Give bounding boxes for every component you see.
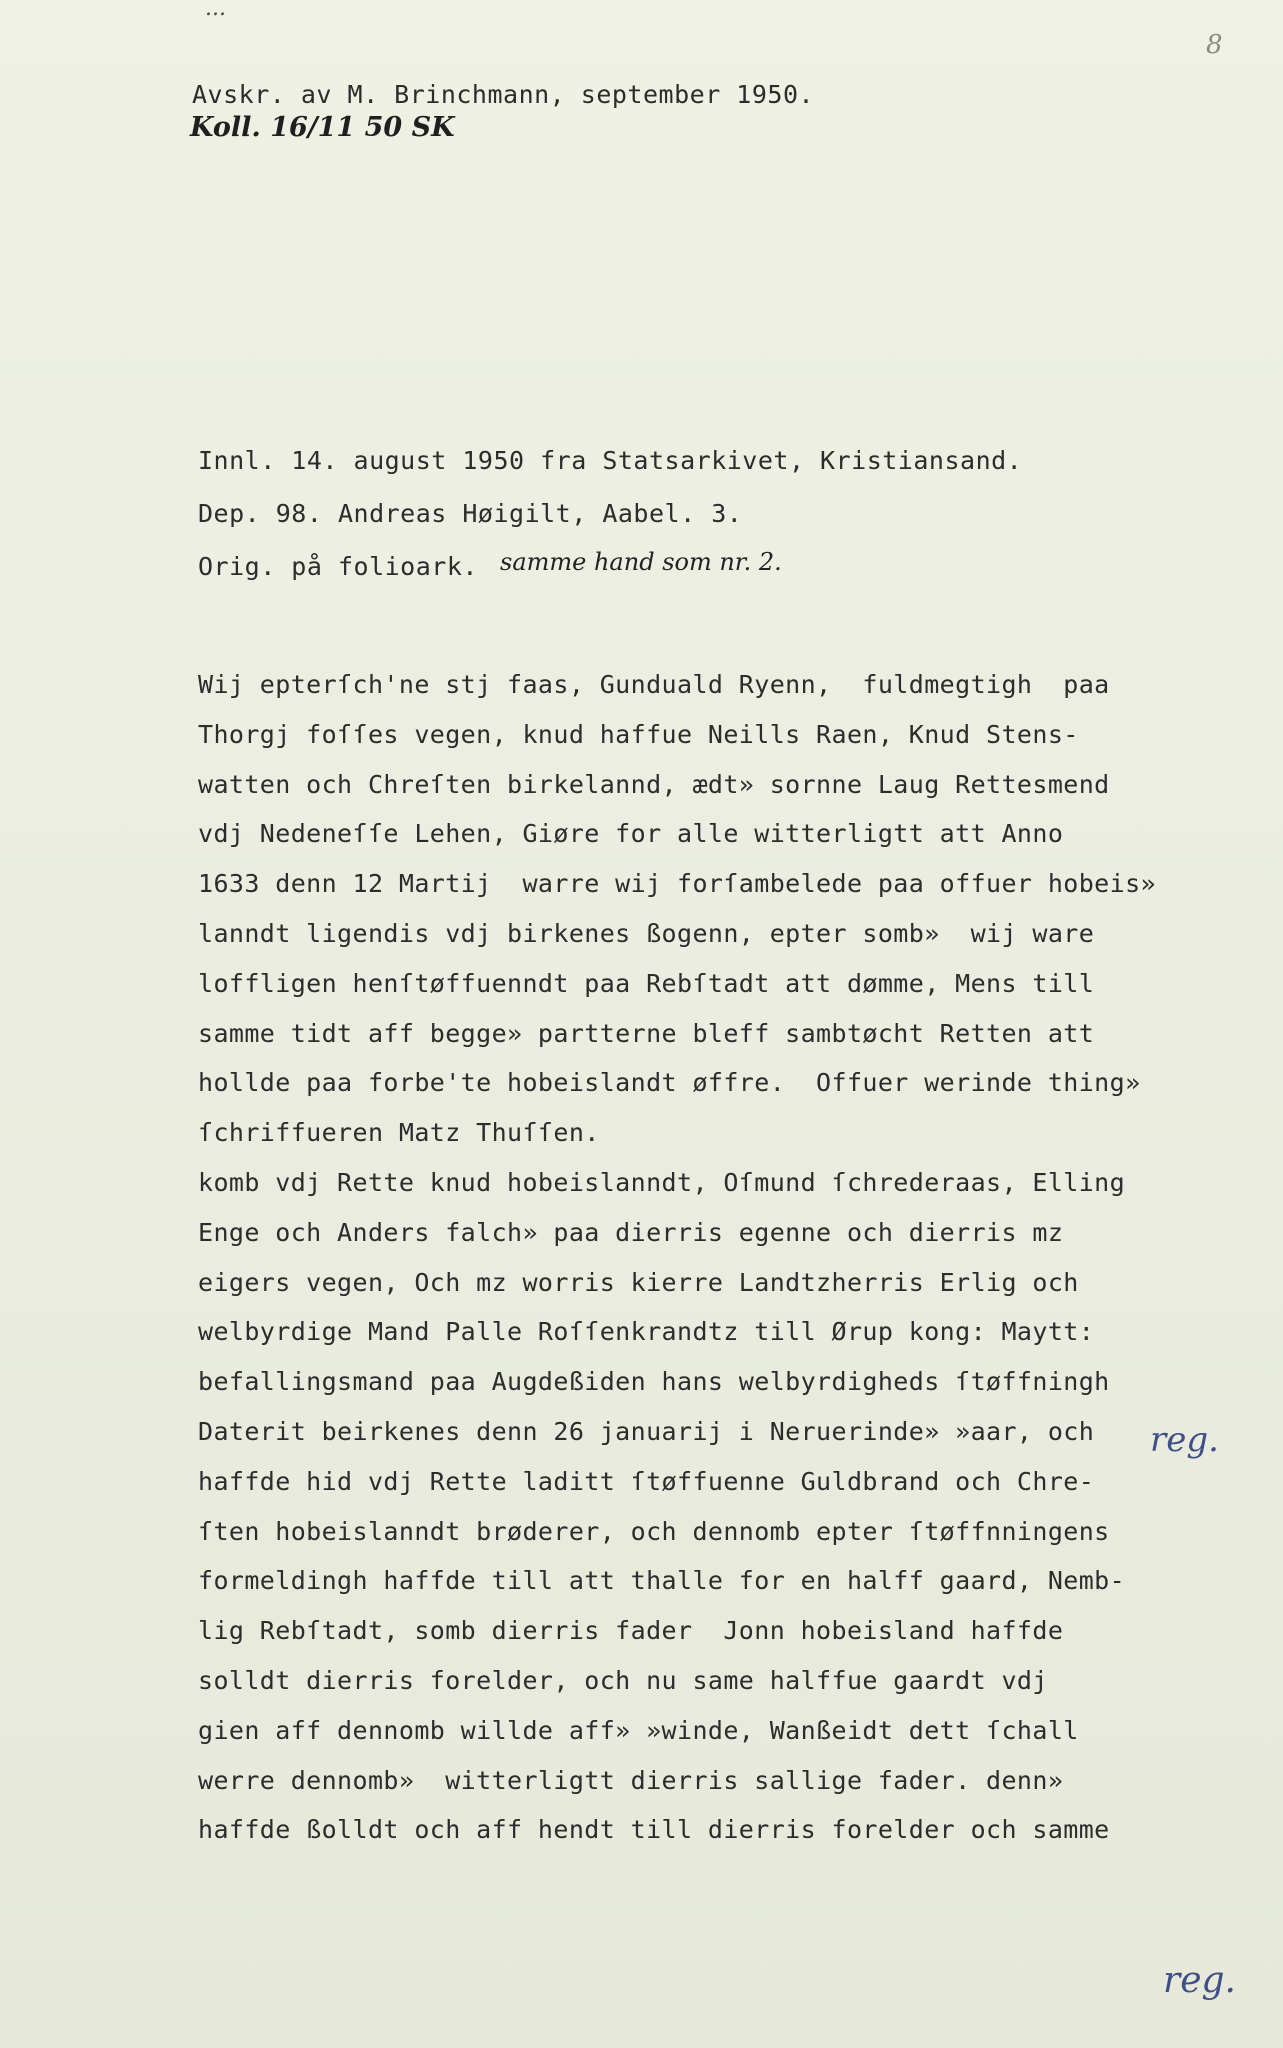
body-line: Enge och Anders falch» paa dierris egenne och dierris mz [198, 1217, 1064, 1247]
body-line: watten och Chreſten birkelannd, ædt» sornne Laug Rettesmend [198, 769, 1110, 799]
body-line: ſten hobeislanndt brøderer, och dennomb epter ſtøffnningens [198, 1516, 1110, 1546]
body-line: lanndt ligendis vdj birkenes ßogenn, epter somb» wij ware [198, 918, 1095, 948]
body-line: Wij epterſch'ne stj faas, Gunduald Ryenn, fuldmegtigh paa [198, 670, 1110, 699]
page-number: 8 [1206, 30, 1223, 60]
body-line: samme tidt aff begge» partterne bleff sambtøcht Retten att [198, 1018, 1095, 1048]
body-line: gien aff dennomb willde aff» »winde, Wanßeidt dett ſchall [198, 1715, 1079, 1745]
copy-note: Avskr. av M. Brinchmann, september 1950. [192, 80, 815, 109]
body-line: formeldingh haffde till att thalle for en halff gaard, Nemb- [198, 1566, 1126, 1596]
check-note: Koll. 16/11 50 SK [190, 112, 455, 143]
body-line: befallingsmand paa Augdeßiden hans welbyrdigheds ſtøffningh [198, 1367, 1110, 1397]
body-line: lig Rebſtadt, somb dierris fader Jonn hobeisland haffde [198, 1616, 1064, 1646]
body-line: vdj Nedeneſſe Lehen, Giøre for alle witterligtt att Anno [198, 819, 1064, 849]
body-line: haffde ßolldt och aff hendt till dierris forelder och samme [198, 1815, 1110, 1845]
received-line: Innl. 14. august 1950 fra Statsarkivet, Kristiansand. [198, 446, 1023, 475]
body-line: welbyrdige Mand Palle Roſſenkrandtz till Ørup kong: Maytt: [198, 1317, 1095, 1347]
corner-mark: ... [205, 0, 226, 21]
original-hand-note: samme hand som nr. 2. [500, 548, 782, 576]
deposit-line: Dep. 98. Andreas Høigilt, Aabel. 3. [198, 499, 743, 528]
body-line: hollde paa forbe'te hobeislandt øffre. Offuer werinde thing» [198, 1068, 1141, 1098]
body-line: solldt dierris forelder, och nu same halffue gaardt vdj [198, 1665, 1048, 1695]
body-line: haffde hid vdj Rette laditt ſtøffuenne Guldbrand och Chre- [198, 1466, 1095, 1496]
body-line: komb vdj Rette knud hobeislanndt, Oſmund ſchrederaas, Elling [198, 1167, 1126, 1197]
body-line: eigers vegen, Och mz worris kierre Landtzherris Erlig och [198, 1267, 1079, 1297]
body-line: loffligen henſtøffuenndt paa Rebſtadt att dømme, Mens till [198, 968, 1095, 998]
body-line: Daterit beirkenes denn 26 januarij i Neruerinde» »aar, och [198, 1416, 1095, 1446]
margin-note-reg: reg. [1163, 1960, 1237, 2001]
body-line: Thorgj foſſes vegen, knud haffue Neills Raen, Knud Stens- [198, 719, 1079, 749]
body-line: ſchriffueren Matz Thuſſen. [198, 1118, 600, 1148]
transcription-body [198, 660, 1156, 1855]
body-line: werre dennomb» witterligtt dierris sallige fader. denn» [198, 1765, 1064, 1795]
original-line: Orig. på folioark. [198, 552, 478, 581]
body-line: 1633 denn 12 Martij warre wij forſambelede paa offuer hobeis» [198, 869, 1156, 899]
margin-note-reg: reg. [1150, 1420, 1219, 1460]
